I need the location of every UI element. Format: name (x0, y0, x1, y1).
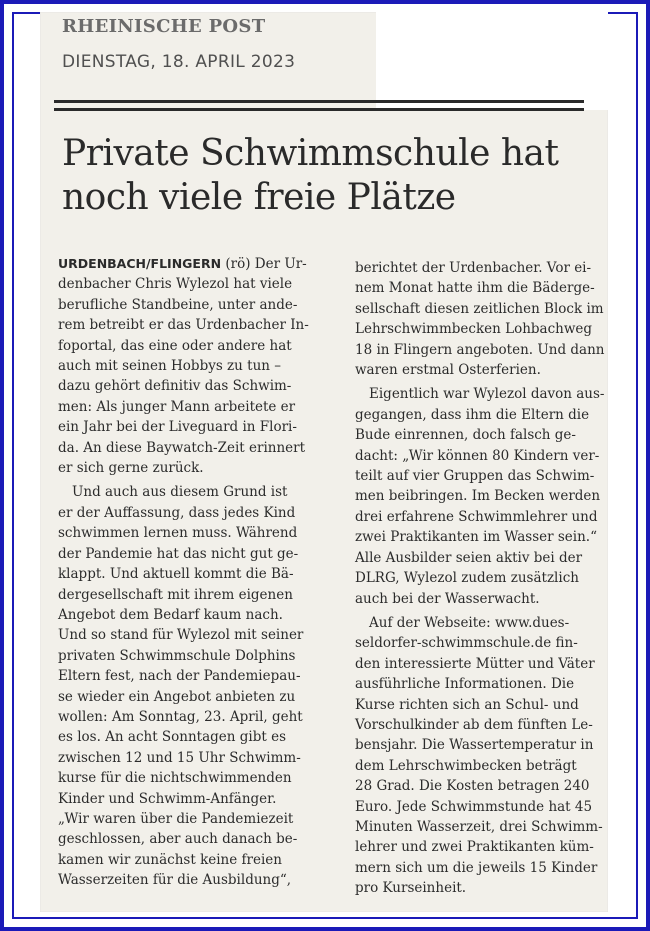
article-line: Und so stand für Wylezol mit seiner (58, 627, 304, 644)
article-line: auch bei der Wasserwacht. (355, 590, 540, 607)
article-line: men: Als junger Mann arbeitete er (58, 398, 296, 415)
newspaper-clipping (40, 12, 608, 912)
article-line: lehrer und zwei Praktikanten küm- (355, 839, 594, 856)
article-line: zwei Praktikanten im Wasser sein.“ (355, 529, 597, 546)
article-line: Eigentlich war Wylezol davon aus- (369, 386, 605, 403)
article-line: er sich gerne zurück. (58, 460, 204, 477)
dateline: URDENBACH/FLINGERN (58, 256, 222, 271)
article-line: ein Jahr bei der Liveguard in Flori- (58, 419, 297, 436)
article-line: Auf der Webseite: www.dues- (369, 614, 570, 631)
article-line: seldorfer-schwimmschule.de fin- (355, 635, 578, 652)
article-line: Alle Ausbilder seien aktiv bei der (355, 549, 583, 566)
article-line: foportal, das eine oder andere hat (58, 337, 292, 354)
article-line: Angebot dem Bedarf kaum nach. (58, 606, 283, 623)
article-line: sellschaft diesen zeitlichen Block im (355, 300, 604, 317)
article-line: men beibringen. Im Becken werden (355, 488, 601, 505)
headline-line: Private Schwimmschule hat (62, 133, 559, 174)
article-line: Wasserzeiten für die Ausbildung“, (58, 872, 292, 889)
article-line: den interessierte Mütter und Väter (355, 655, 595, 672)
article-line: kurse für die nichtschwimmenden (58, 770, 292, 787)
article-line: es los. An acht Sonntagen gibt es (58, 729, 287, 746)
article-column-right (355, 258, 635, 899)
article-line: Eltern fest, nach der Pandemiepau- (58, 668, 301, 685)
article-line: dergesellschaft mit ihrem eigenen (58, 586, 293, 603)
article-line: pro Kurseinheit. (355, 880, 467, 897)
divider (54, 100, 584, 103)
article-line: schwimmen lernen muss. Während (58, 525, 298, 542)
article-line: bensjahr. Die Wassertemperatur in (355, 737, 594, 754)
blank-area (376, 12, 608, 110)
article-line: Kurse richten sich an Schul- und (355, 696, 579, 713)
article-column-left (58, 254, 342, 891)
article-line: mern sich um die jeweils 15 Kinder (355, 859, 598, 876)
headline-line: noch viele freie Plätze (62, 177, 456, 218)
article-line: geschlossen, aber auch danach be- (58, 831, 298, 848)
article-line: er der Auffassung, dass jedes Kind (58, 504, 296, 521)
article-line: Euro. Jede Schwimmstunde hat 45 (355, 798, 593, 815)
article-line: auch mit seinen Hobbys zu tun – (58, 358, 282, 375)
article-line: Und auch aus diesem Grund ist (72, 484, 288, 501)
article-line: gegangen, dass ihm die Eltern die (355, 406, 590, 423)
publication-date: DIENSTAG, 18. APRIL 2023 (62, 52, 296, 72)
article-line: DLRG, Wylezol zudem zusätzlich (355, 570, 579, 587)
article-line: dacht: „Wir können 80 Kindern ver- (355, 447, 600, 464)
article-line: waren erstmal Osterferien. (355, 362, 541, 379)
article-line: „Wir waren über die Pandemiezeit (58, 810, 294, 827)
article-line: 28 Grad. Die Kosten betragen 240 (355, 778, 590, 795)
article-line: dazu gehört definitiv das Schwim- (58, 378, 292, 395)
article-line: berichtet der Urdenbacher. Vor ei- (355, 260, 592, 276)
article-line: wollen: Am Sonntag, 23. April, geht (58, 708, 303, 725)
article-line: dem Lehrschwimbecken beträgt (355, 757, 577, 774)
article-line: Minuten Wasserzeit, drei Schwimm- (355, 818, 603, 835)
article-line: Kinder und Schwimm-Anfänger. (58, 790, 277, 807)
divider (54, 108, 584, 111)
article-line: denbacher Chris Wylezol hat viele (58, 276, 293, 293)
article-line: drei erfahrene Schwimmlehrer und (355, 508, 598, 525)
article-line: URDENBACH/FLINGERN (rö) Der Ur- (58, 256, 307, 272)
article-line: berufliche Standbeine, unter ande- (58, 296, 298, 313)
article-line: der Pandemie hat das nicht gut ge- (58, 545, 299, 562)
article-line: Vorschulkinder ab dem fünften Le- (355, 716, 593, 733)
headline (62, 132, 608, 220)
article-line: nem Monat hatte ihm die Bäderge- (355, 280, 595, 297)
article-line: Lehrschwimmbecken Lohbachweg (355, 321, 593, 338)
article-line: ausführliche Informationen. Die (355, 676, 575, 693)
article-line: da. An diese Baywatch-Zeit erinnert (58, 439, 306, 456)
article-line: Bude einrennen, doch falsch ge- (355, 427, 576, 444)
article-line: privaten Schwimmschule Dolphins (58, 647, 296, 664)
article-line: 18 in Flingern angeboten. Und dann (355, 341, 605, 358)
masthead: RHEINISCHE POST (62, 16, 266, 37)
article-line: rem betreibt er das Urdenbacher In- (58, 317, 309, 334)
article-line: kamen wir zunächst keine freien (58, 851, 282, 868)
article-line: klappt. Und aktuell kommt die Bä- (58, 566, 294, 583)
article-line: teilt auf vier Gruppen das Schwim- (355, 468, 595, 485)
article-line: se wieder ein Angebot anbieten zu (58, 688, 296, 705)
article-line: zwischen 12 und 15 Uhr Schwimm- (58, 749, 301, 766)
